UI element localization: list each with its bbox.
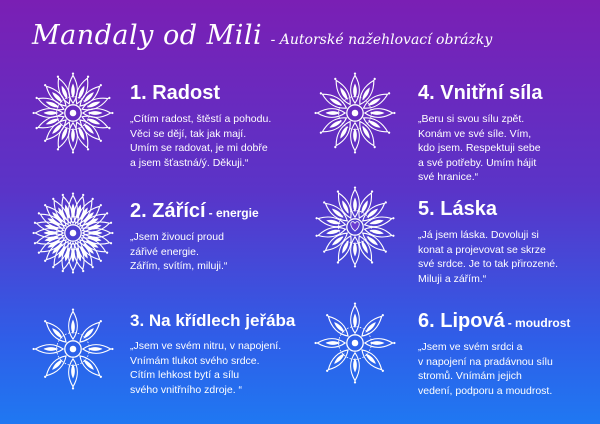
mandala-lipova-svg <box>314 302 396 384</box>
mandala-radost-svg <box>32 72 114 154</box>
mandala-petal <box>351 123 360 154</box>
card-line: Vnímám tlukot svého srdce. <box>130 354 260 367</box>
mandala-dot <box>393 342 395 344</box>
card-text <box>418 340 588 398</box>
mandala-petal <box>365 109 396 118</box>
card-line: „Beru si svou sílu zpět. <box>418 113 525 125</box>
brand-subtitle: - Autorské nažehlovací obrázky <box>270 32 493 48</box>
mandala-dot <box>72 271 74 273</box>
mandala-petal-fill <box>51 358 64 371</box>
mandala-petal-fill <box>353 83 357 98</box>
mandala-petal <box>314 339 345 348</box>
mandala-petal <box>34 113 66 133</box>
card-laska <box>418 198 588 286</box>
mandala-dot <box>354 302 356 304</box>
mandala-dot <box>108 96 111 99</box>
mandala-petal-fill <box>333 321 346 334</box>
mandala-petal-fill <box>325 111 340 115</box>
header <box>32 20 492 51</box>
card-text <box>130 230 300 274</box>
mandala-dot <box>82 194 85 197</box>
mandala-petal-fill <box>51 327 64 340</box>
mandala-petal-fill <box>60 85 69 100</box>
mandala-dot <box>110 221 113 224</box>
card-text <box>418 112 588 185</box>
mandala-laska-svg <box>314 186 396 268</box>
card-title-text: 5. Láska <box>418 198 497 220</box>
mandala-petal <box>334 234 355 265</box>
card-line: Miluji a zářím.“ <box>418 272 487 285</box>
mandala-dot <box>72 387 74 389</box>
card-title <box>130 200 300 224</box>
mandala-petal-fill <box>71 83 75 98</box>
card-title <box>130 310 300 333</box>
mandala-petal <box>77 201 105 229</box>
mandala-petal <box>321 198 350 224</box>
mandala-petal <box>73 120 93 152</box>
mandala-dot <box>35 96 38 99</box>
mandala-petal-fill <box>367 97 382 108</box>
mandala-petal <box>83 229 114 238</box>
mandala-dot <box>32 348 34 350</box>
card-line: Zářím, svítím, miluji.“ <box>130 260 228 273</box>
mandala-petal <box>41 353 69 381</box>
mandala-vnitrni-sila-svg <box>314 72 396 154</box>
mandala-petal <box>69 359 78 390</box>
mandala-petal-fill <box>364 321 377 334</box>
card-line: Cítím lehkost bytí a sílu <box>130 369 240 382</box>
mandala-petal-fill <box>364 352 377 365</box>
mandala-dot <box>393 112 395 114</box>
mandala-zarici-icon <box>32 192 114 274</box>
mandala-center <box>352 340 359 347</box>
card-line: a jsem šťastná/ý. Děkuji.“ <box>130 156 249 169</box>
mandala-petal-fill <box>86 100 101 109</box>
card-line: zářivé energie. <box>130 245 199 258</box>
mandala-dot <box>111 348 113 350</box>
mandala-petal-fill <box>367 119 382 130</box>
mandala-petal-fill <box>329 97 344 108</box>
card-title-text: 4. Vnitřní síla <box>418 82 543 104</box>
mandala-dot <box>110 242 113 245</box>
card-title-text: 3. Na křídlech jeřába <box>130 311 296 330</box>
mandala-petal-fill <box>353 242 357 257</box>
card-jerab <box>130 310 300 397</box>
mandala-lipova-icon <box>314 302 396 384</box>
mandala-dot <box>32 112 34 114</box>
mandala-petal <box>73 74 93 106</box>
mandala-dot <box>314 112 316 114</box>
card-text <box>130 112 300 170</box>
mandala-dot <box>87 148 90 151</box>
mandala-dot <box>61 194 64 197</box>
card-title-sub: - energie <box>208 206 259 220</box>
mandala-petal <box>32 345 63 354</box>
mandala-dot <box>61 270 64 273</box>
mandala-petal <box>77 237 105 265</box>
mandala-petal <box>32 229 63 238</box>
mandala-laska-icon <box>314 186 396 268</box>
mandala-dot <box>72 192 74 194</box>
mandala-petal-fill <box>45 117 60 126</box>
mandala-petal <box>351 302 360 333</box>
mandala-dot <box>314 342 316 344</box>
mandala-petal <box>77 317 105 345</box>
mandala-dot <box>315 217 318 220</box>
mandala-petal <box>323 347 351 375</box>
mandala-petal <box>41 317 69 345</box>
mandala-dot <box>354 265 356 267</box>
mandala-dot <box>315 234 318 237</box>
mandala-petal-fill <box>82 358 95 371</box>
card-title <box>418 310 588 334</box>
mandala-dot <box>72 72 74 74</box>
mandala-petal <box>359 311 387 339</box>
mandala-jerab-icon <box>32 308 114 390</box>
card-line: vedení, podporu a moudrost. <box>418 384 553 397</box>
mandala-petal-fill <box>88 347 103 351</box>
mandala-petal <box>69 308 78 339</box>
mandala-petal-fill <box>341 200 351 215</box>
card-title-text: 2. Zářící <box>130 200 206 222</box>
mandala-petal-fill <box>339 125 350 140</box>
mandala-dot <box>87 75 90 78</box>
card-title-text: 6. Lipová <box>418 310 505 332</box>
card-line: „Jsem živoucí proud <box>130 231 224 243</box>
mandala-dot <box>354 72 356 74</box>
card-line: své srdce. Je to tak přirozené. <box>418 258 559 271</box>
mandala-petal-fill <box>82 327 95 340</box>
mandala-petal-fill <box>325 341 340 345</box>
mandala-center <box>70 230 77 237</box>
mandala-petal <box>351 72 360 103</box>
card-line: „Jsem ve svém nitru, v napojení. <box>130 340 282 352</box>
mandala-petal <box>54 120 74 152</box>
mandala-dot <box>56 148 59 151</box>
mandala-petal-fill <box>333 352 346 365</box>
card-line: a své potřeby. Umím hájit <box>418 156 537 169</box>
card-line: Konám ve své síle. Vím, <box>418 127 532 140</box>
card-title-sub: - moudrost <box>507 316 571 330</box>
mandala-center <box>352 110 359 117</box>
mandala-petal <box>321 230 350 256</box>
mandala-dot <box>82 270 85 273</box>
card-line: konat a projevovat se skrze <box>418 243 546 256</box>
mandala-petal <box>34 94 66 114</box>
mandala-petal <box>314 109 345 118</box>
card-line: Umím se radovat, je mi dobře <box>130 142 268 155</box>
mandala-petal <box>41 237 69 265</box>
card-line: „Jsem ve svém srdci a <box>418 341 523 353</box>
card-line: Věci se dějí, tak jak mají. <box>130 127 247 140</box>
mandala-radost-icon <box>32 72 114 154</box>
mandala-petal-fill <box>361 125 372 140</box>
mandala-petal-fill <box>360 200 370 215</box>
mandala-petal-fill <box>71 319 75 334</box>
mandala-dot <box>111 232 113 234</box>
mandala-dot <box>354 381 356 383</box>
heart-icon <box>351 222 360 231</box>
card-vnitrni-sila <box>418 82 588 185</box>
mandala-dot <box>72 151 74 153</box>
mandala-petal <box>69 192 78 223</box>
card-line: kdo jsem. Respektuji sebe <box>418 142 541 155</box>
mandala-petal-fill <box>43 111 58 115</box>
mandala-petal <box>351 353 360 384</box>
mandala-dot <box>354 151 356 153</box>
mandala-center <box>70 110 77 117</box>
mandala-petal-fill <box>339 87 350 102</box>
mandala-petal-fill <box>370 341 385 345</box>
mandala-petal-fill <box>370 111 385 115</box>
card-radost <box>130 82 300 170</box>
card-title <box>418 82 588 106</box>
mandala-petal <box>80 113 112 133</box>
mandala-petal <box>360 230 389 256</box>
mandala-petal-fill <box>353 358 357 373</box>
mandala-dot <box>35 127 38 130</box>
card-zarici <box>130 200 300 274</box>
card-lipova <box>418 310 588 398</box>
mandala-petal-fill <box>71 128 75 143</box>
mandala-petal-fill <box>88 111 103 115</box>
mandala-petal <box>323 311 351 339</box>
mandala-dot <box>111 112 113 114</box>
mandala-zarici-svg <box>32 192 114 274</box>
card-title <box>418 198 588 222</box>
card-title <box>130 82 300 106</box>
mandala-dot <box>392 234 395 237</box>
card-line: svého vnitřního zdroje. “ <box>130 383 243 396</box>
mandala-dot <box>72 308 74 310</box>
mandala-dot <box>32 232 34 234</box>
mandala-jerab-svg <box>32 308 114 390</box>
mandala-petal-fill <box>360 239 370 254</box>
mandala-petal-fill <box>353 128 357 143</box>
card-line: „Já jsem láska. Dovoluji si <box>418 229 539 241</box>
mandala-petal-fill <box>341 239 351 254</box>
card-text <box>130 339 300 397</box>
mandala-petal <box>83 345 114 354</box>
mandala-petal-fill <box>329 119 344 130</box>
mandala-petal-fill <box>43 347 58 351</box>
mandala-petal-fill <box>361 87 372 102</box>
mandala-petal <box>54 74 74 106</box>
mandala-petal <box>359 347 387 375</box>
mandala-center <box>70 346 77 353</box>
mandala-petal-fill <box>86 117 101 126</box>
mandala-petal-fill <box>353 313 357 328</box>
mandala-dot <box>34 242 37 245</box>
mandala-dot <box>354 186 356 188</box>
mandala-petal <box>365 339 396 348</box>
mandala-petal <box>334 189 355 220</box>
mandala-petal <box>360 198 389 224</box>
card-line: své hranice.“ <box>418 171 479 184</box>
mandala-dot <box>56 75 59 78</box>
mandala-petal <box>351 186 360 217</box>
card-line: „Cítím radost, štěstí a pohodu. <box>130 113 272 125</box>
mandala-petal <box>41 201 69 229</box>
mandala-dot <box>392 217 395 220</box>
card-line: stromů. Vnímám jejich <box>418 370 522 383</box>
card-line: v napojení na pradávnou sílu <box>418 355 553 368</box>
mandala-petal-fill <box>353 197 357 212</box>
mandala-petal <box>77 353 105 381</box>
mandala-petal <box>69 243 78 274</box>
mandala-petal <box>351 237 360 268</box>
card-title-text: 1. Radost <box>130 82 221 104</box>
mandala-petal <box>80 94 112 114</box>
card-text <box>418 228 588 286</box>
mandala-dot <box>108 127 111 130</box>
brand-title: Mandaly od Mili <box>32 20 263 51</box>
mandala-vnitrni-sila-icon <box>314 72 396 154</box>
mandala-petal-fill <box>71 364 75 379</box>
mandala-dot <box>34 221 37 224</box>
